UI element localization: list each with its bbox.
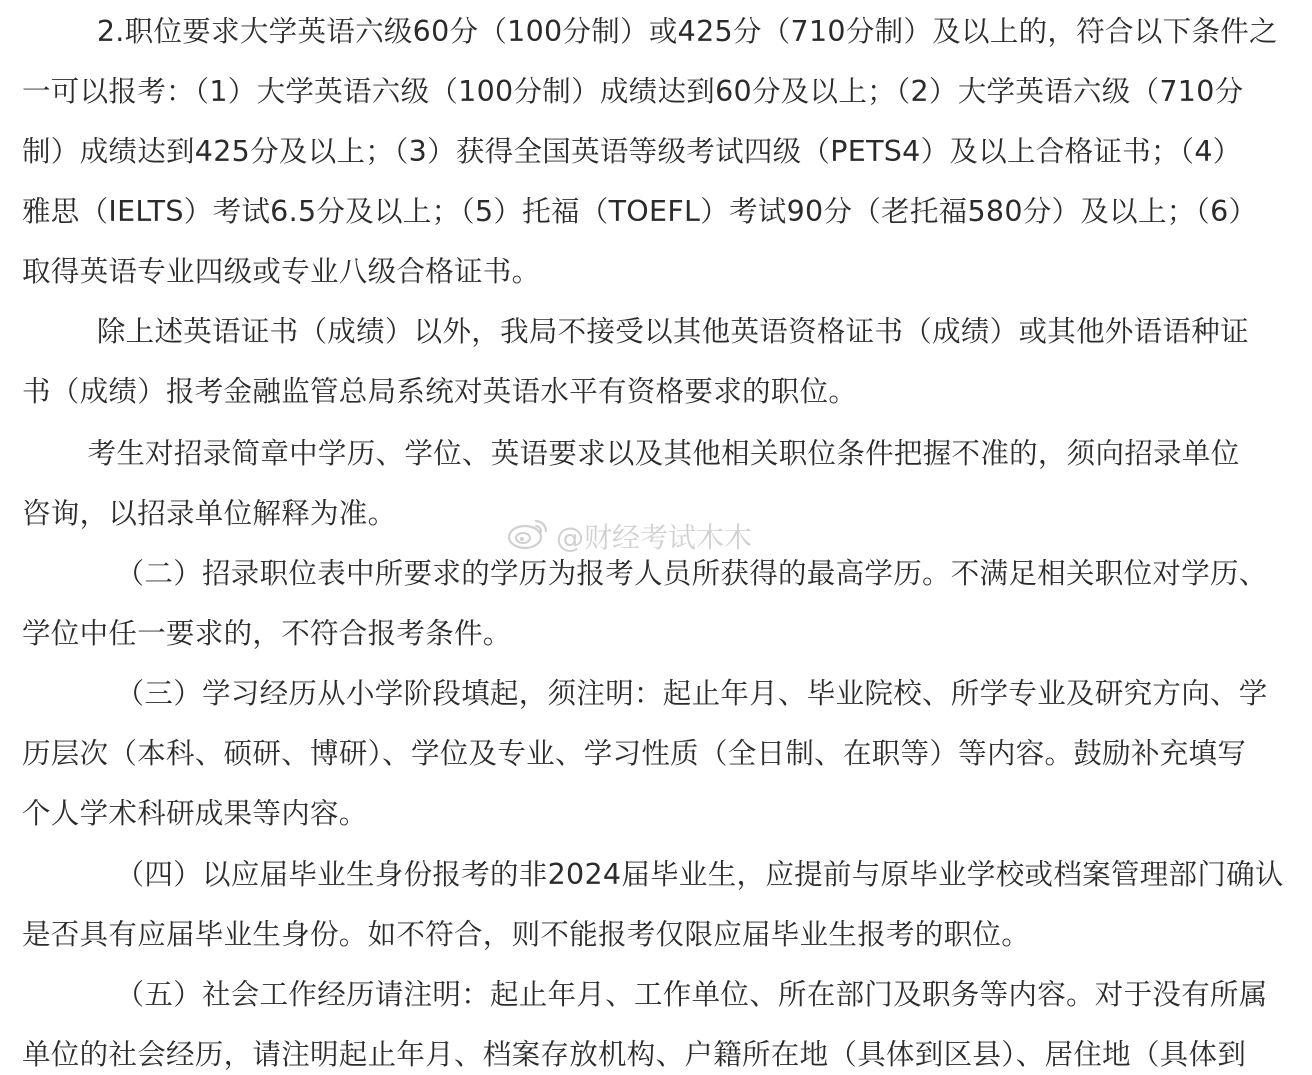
text-line: 制）成绩达到425分及以上；（3）获得全国英语等级考试四级（PETS4）及以上合格证书；（4）	[22, 135, 1242, 168]
watermark-text: @财经考试木木	[556, 521, 753, 554]
text-line: （四）以应届毕业生身份报考的非2024届毕业生，应提前与原毕业学校或档案管理部门确认	[22, 858, 1284, 891]
text-line: 考生对招录简章中学历、学位、英语要求以及其他相关职位条件把握不准的，须向招录单位	[22, 437, 1240, 470]
weibo-icon	[506, 515, 556, 558]
text-line: （二）招录职位表中所要求的学历为报考人员所获得的最高学历。不满足相关职位对学历、	[22, 557, 1268, 590]
text-line: 个人学术科研成果等内容。	[22, 797, 368, 830]
text-line: 取得英语专业四级或专业八级合格证书。	[22, 255, 541, 288]
text-line: 学位中任一要求的，不符合报考条件。	[22, 617, 512, 650]
text-line: 一可以报考：（1）大学英语六级（100分制）成绩达到60分及以上；（2）大学英语六级（710分	[22, 75, 1244, 108]
watermark	[506, 514, 752, 558]
text-line: 2.职位要求大学英语六级60分（100分制）或425分（710分制）及以上的，符合以下条件之	[22, 15, 1278, 48]
text-line: （三）学习经历从小学阶段填起，须注明：起止年月、毕业院校、所学专业及研究方向、学	[22, 677, 1268, 710]
text-line: 是否具有应届毕业生身份。如不符合，则不能报考仅限应届毕业生报考的职位。	[22, 918, 1031, 951]
text-line: 单位的社会经历，请注明起止年月、档案存放机构、户籍所在地（具体到区县）、居住地（具体到	[22, 1038, 1247, 1071]
text-line: 历层次（本科、硕研、博研）、学位及专业、学习性质（全日制、在职等）等内容。鼓励补充填写	[22, 737, 1247, 770]
text-line: 书（成绩）报考金融监管总局系统对英语水平有资格要求的职位。	[22, 375, 858, 408]
text-line: 雅思（IELTS）考试6.5分及以上；（5）托福（TOEFL）考试90分（老托福580分）及以上；（6）	[22, 195, 1258, 228]
text-line: 除上述英语证书（成绩）以外，我局不接受以其他英语资格证书（成绩）或其他外语语种证	[22, 315, 1249, 348]
text-line: 咨询，以招录单位解释为准。	[22, 497, 397, 530]
text-line: （五）社会工作经历请注明：起止年月、工作单位、所在部门及职务等内容。对于没有所属	[22, 978, 1268, 1011]
